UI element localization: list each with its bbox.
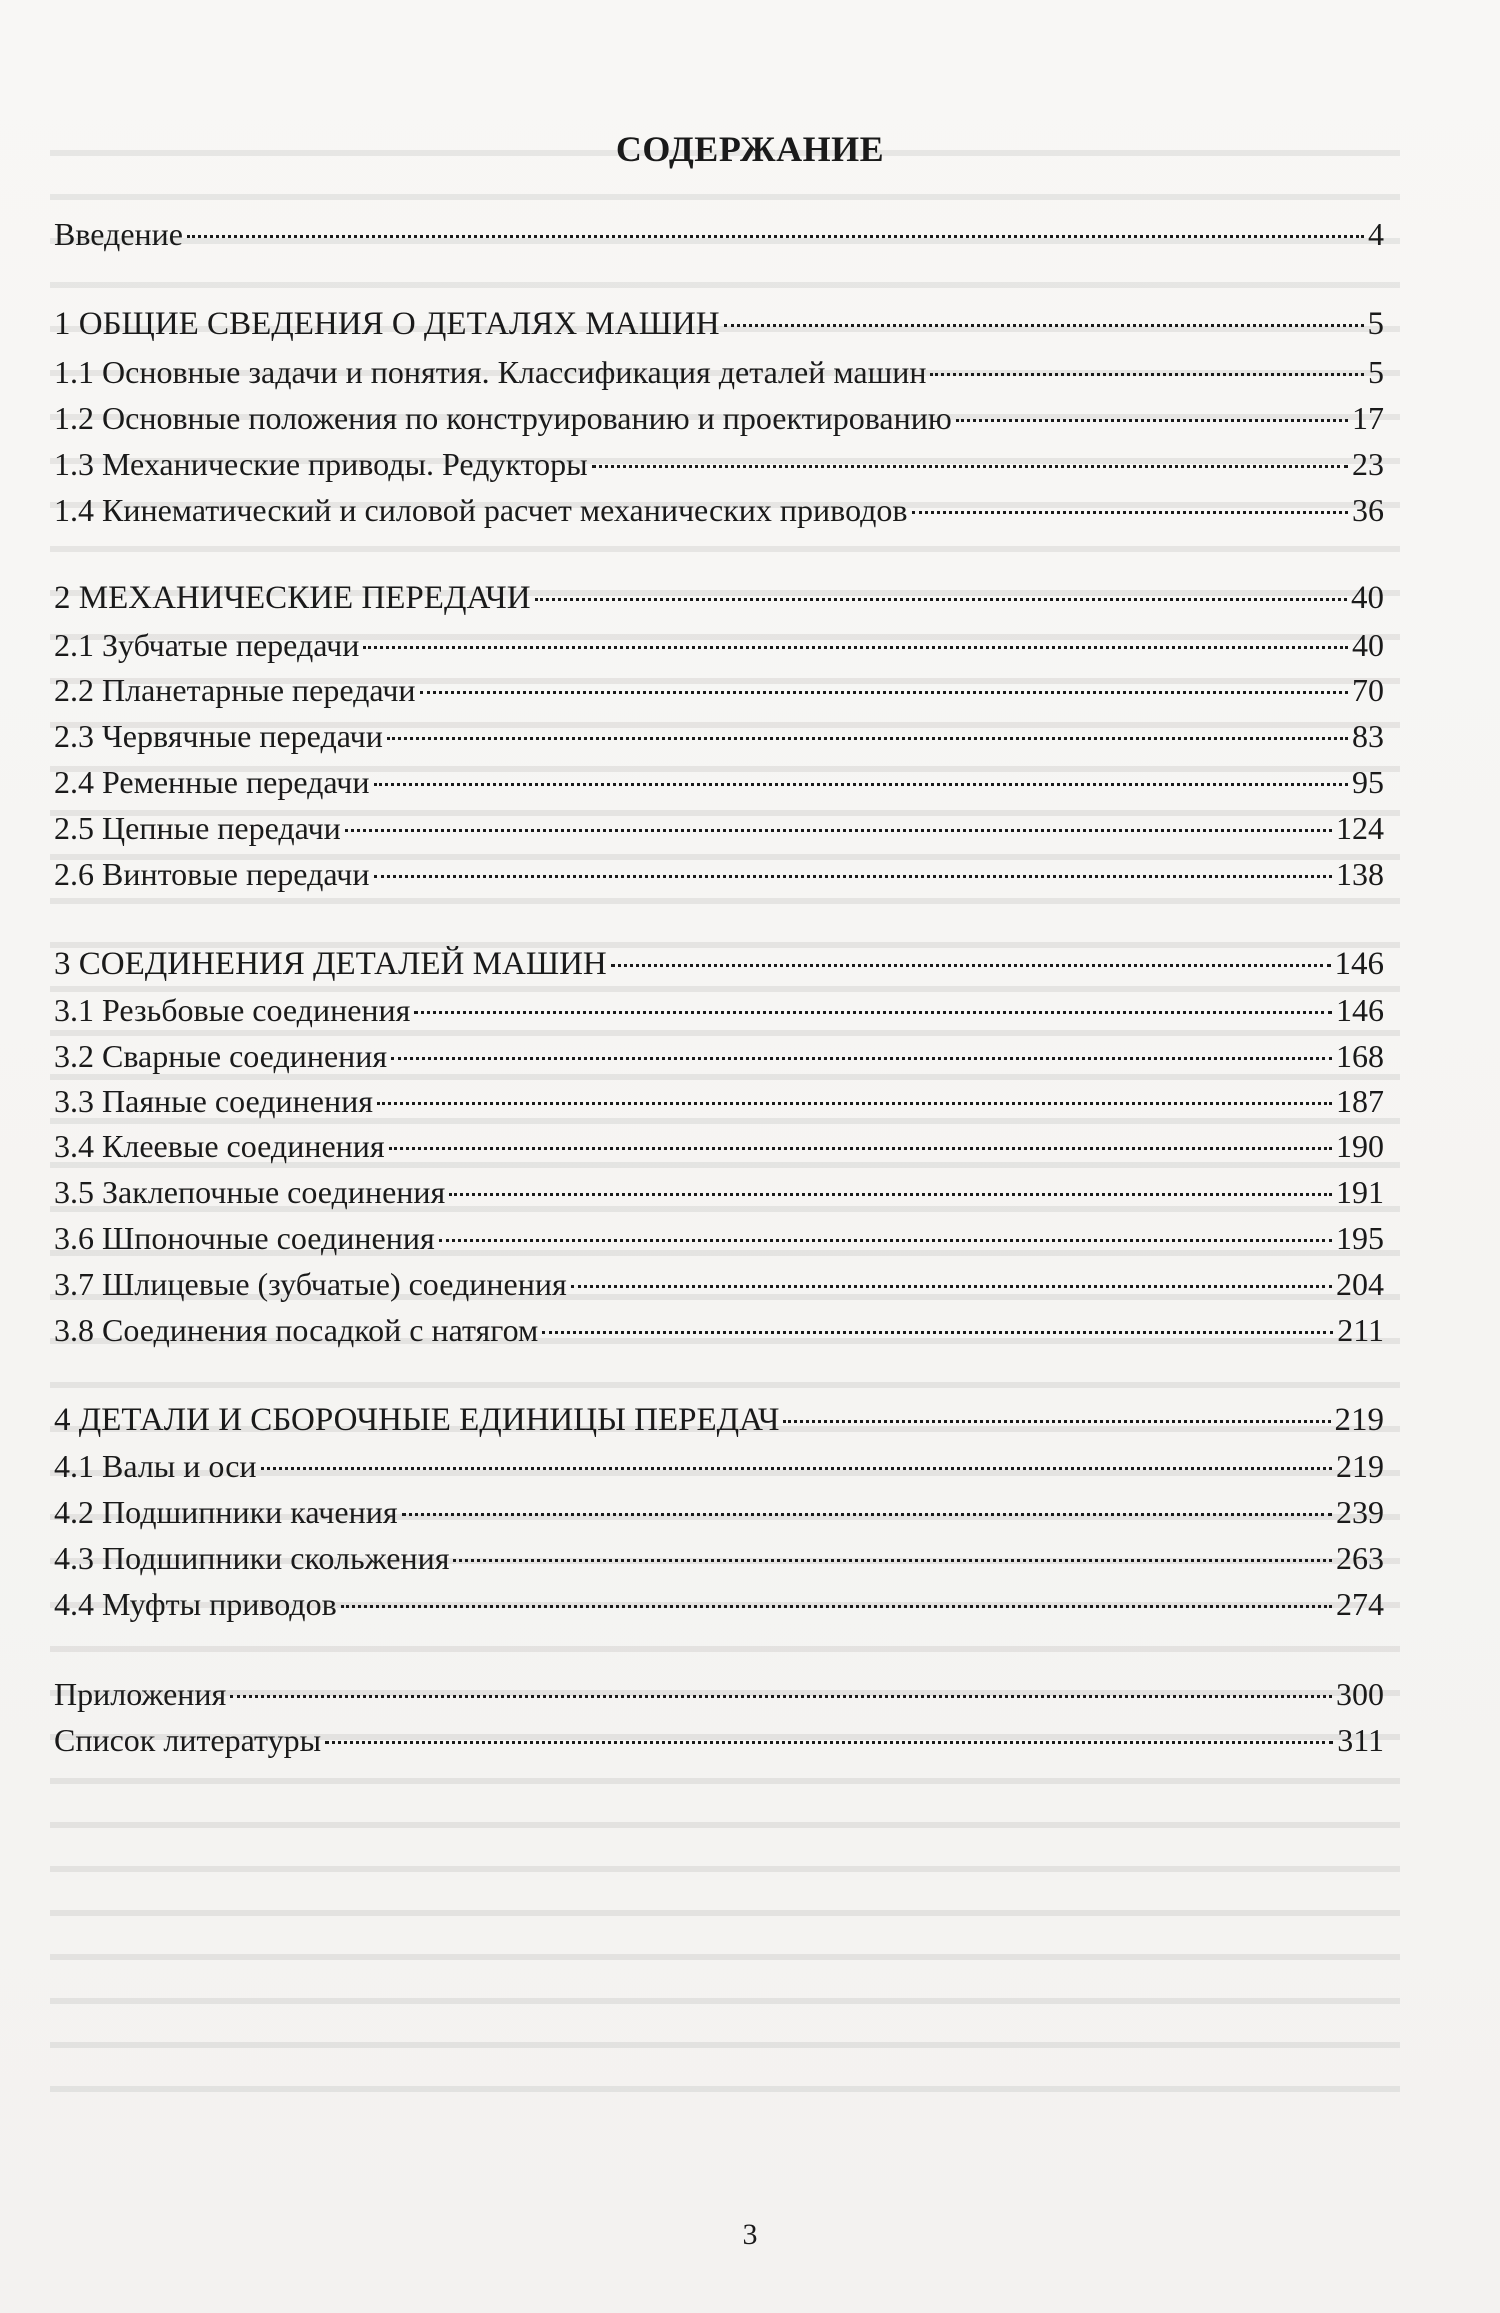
- toc-entry-label: 4.3 Подшипники скольжения: [54, 1540, 450, 1576]
- toc-entry[interactable]: [54, 990, 1384, 1030]
- toc-entry-label: 1.4 Кинематический и силовой расчет механических приводов: [54, 492, 908, 528]
- toc-entry[interactable]: [54, 1584, 1384, 1624]
- toc-entry-page: 70: [1352, 672, 1384, 708]
- toc-entry-page: 36: [1352, 492, 1384, 528]
- toc-entry-page: 40: [1351, 580, 1384, 616]
- toc-entry-page: 274: [1336, 1586, 1384, 1622]
- toc-entry-page: 191: [1336, 1174, 1384, 1210]
- toc-entry-label: 2.4 Ременные передачи: [54, 764, 370, 800]
- page-number: 3: [742, 2218, 758, 2251]
- dot-leader: [389, 1147, 1332, 1150]
- toc-entry[interactable]: [54, 398, 1384, 438]
- toc-entry-label: 4.2 Подшипники качения: [54, 1494, 398, 1530]
- toc-entry-label: 1.1 Основные задачи и понятия. Классификация деталей машин: [54, 354, 927, 390]
- dot-leader: [535, 598, 1347, 601]
- toc-entry-page: 239: [1336, 1494, 1384, 1530]
- toc-entry-page: 146: [1336, 992, 1384, 1028]
- toc-entry-page: 311: [1337, 1722, 1384, 1758]
- toc-entry-label: 4 ДЕТАЛИ И СБОРОЧНЫЕ ЕДИНИЦЫ ПЕРЕДАЧ: [54, 1402, 780, 1438]
- toc-entry-label: 3.2 Сварные соединения: [54, 1038, 388, 1074]
- toc-entry-label: 3.8 Соединения посадкой с натягом: [54, 1312, 539, 1348]
- toc-entry-page: 40: [1352, 627, 1384, 663]
- dot-leader: [449, 1193, 1332, 1196]
- toc-entry[interactable]: [54, 1674, 1384, 1714]
- toc-entry-label: 2.5 Цепные передачи: [54, 810, 341, 846]
- toc-entry-label: 2 МЕХАНИЧЕСКИЕ ПЕРЕДАЧИ: [54, 580, 531, 616]
- dot-leader: [402, 1513, 1332, 1516]
- toc-entry-page: 168: [1336, 1038, 1384, 1074]
- dot-leader: [542, 1331, 1333, 1334]
- toc-entry-page: 190: [1336, 1128, 1384, 1164]
- dot-leader: [414, 1011, 1332, 1014]
- toc-entry-page: 138: [1336, 856, 1384, 892]
- toc-entry[interactable]: [54, 944, 1384, 984]
- dot-leader: [571, 1285, 1332, 1288]
- dot-leader: [453, 1559, 1332, 1562]
- dot-leader: [230, 1695, 1332, 1698]
- dot-leader: [439, 1239, 1332, 1242]
- toc-entry[interactable]: [54, 1492, 1384, 1532]
- page-title: СОДЕРЖАНИЕ: [615, 129, 885, 169]
- dot-leader: [387, 737, 1348, 740]
- toc-entry[interactable]: [54, 490, 1384, 530]
- toc-entry-label: 3.5 Заклепочные соединения: [54, 1174, 446, 1210]
- toc-entry[interactable]: [54, 444, 1384, 484]
- dot-leader: [261, 1467, 1332, 1470]
- toc-entry[interactable]: [54, 1126, 1384, 1166]
- dot-leader: [592, 465, 1348, 468]
- toc-entry[interactable]: [54, 1720, 1384, 1760]
- toc-entry-label: 3.4 Клеевые соединения: [54, 1128, 385, 1164]
- dot-leader: [930, 373, 1364, 376]
- toc-entry[interactable]: [54, 578, 1384, 618]
- dot-leader: [374, 783, 1348, 786]
- toc-entry-label: 1.2 Основные положения по конструированию и проектированию: [54, 400, 952, 436]
- toc-entry[interactable]: [54, 808, 1384, 848]
- dot-leader: [345, 829, 1332, 832]
- dot-leader: [783, 1420, 1330, 1423]
- toc-entry-label: Приложения: [54, 1676, 227, 1712]
- dot-leader: [391, 1057, 1332, 1060]
- toc-entry-page: 5: [1367, 306, 1384, 342]
- toc-entry[interactable]: [54, 1310, 1384, 1350]
- dot-leader: [420, 691, 1348, 694]
- toc-entry-page: 17: [1352, 400, 1384, 436]
- toc-entry-page: 124: [1336, 810, 1384, 846]
- toc-entry-label: 3.7 Шлицевые (зубчатые) соединения: [54, 1266, 567, 1302]
- dot-leader: [374, 875, 1333, 878]
- toc-entry-label: 2.6 Винтовые передачи: [54, 856, 370, 892]
- toc-entry[interactable]: [54, 716, 1384, 756]
- toc-entry[interactable]: [54, 1400, 1384, 1440]
- toc-entry-page: 23: [1352, 446, 1384, 482]
- toc-entry-label: Список литературы: [54, 1722, 322, 1758]
- toc-entry-page: 187: [1336, 1083, 1384, 1119]
- dot-leader: [912, 511, 1348, 514]
- toc-entry-page: 5: [1368, 354, 1384, 390]
- toc-entry[interactable]: [54, 670, 1384, 710]
- dot-leader: [325, 1741, 1333, 1744]
- toc-entry-label: 1.3 Механические приводы. Редукторы: [54, 446, 588, 482]
- toc-entry[interactable]: [54, 352, 1384, 392]
- toc-entry[interactable]: [54, 1172, 1384, 1212]
- dot-leader: [377, 1102, 1332, 1105]
- toc-entry-label: 3 СОЕДИНЕНИЯ ДЕТАЛЕЙ МАШИН: [54, 946, 607, 982]
- toc-entry[interactable]: [54, 1036, 1384, 1076]
- toc-entry-label: 3.1 Резьбовые соединения: [54, 992, 411, 1028]
- toc-entry-label: 4.1 Валы и оси: [54, 1448, 257, 1484]
- toc-entry[interactable]: [54, 1264, 1384, 1304]
- toc-entry-page: 219: [1334, 1402, 1384, 1438]
- toc-entry-page: 263: [1336, 1540, 1384, 1576]
- dot-leader: [341, 1605, 1332, 1608]
- toc-entry[interactable]: [54, 1218, 1384, 1258]
- toc-entry-label: 4.4 Муфты приводов: [54, 1586, 337, 1622]
- toc-entry-page: 204: [1336, 1266, 1384, 1302]
- toc-entry-label: 3.3 Паяные соединения: [54, 1083, 373, 1119]
- dot-leader: [611, 964, 1331, 967]
- toc-entry-label: 2.3 Червячные передачи: [54, 718, 383, 754]
- toc-entry-page: 195: [1336, 1220, 1384, 1256]
- dot-leader: [187, 235, 1364, 238]
- toc-entry-label: 2.2 Планетарные передачи: [54, 672, 416, 708]
- toc-entry-label: 1 ОБЩИЕ СВЕДЕНИЯ О ДЕТАЛЯХ МАШИН: [54, 306, 720, 342]
- toc-entry-page: 211: [1337, 1312, 1384, 1348]
- dot-leader: [956, 419, 1348, 422]
- toc-entry[interactable]: [54, 854, 1384, 894]
- toc-entry[interactable]: [54, 1538, 1384, 1578]
- toc-entry[interactable]: [54, 214, 1384, 254]
- toc-entry[interactable]: [54, 1081, 1384, 1121]
- toc-entry-page: 300: [1336, 1676, 1384, 1712]
- toc-entry-page: 146: [1334, 946, 1384, 982]
- toc-entry-label: Введение: [54, 216, 183, 252]
- toc-entry-label: 2.1 Зубчатые передачи: [54, 627, 360, 663]
- toc-entry[interactable]: [54, 625, 1384, 665]
- toc-entry-page: 219: [1336, 1448, 1384, 1484]
- toc-entry[interactable]: [54, 304, 1384, 344]
- toc-entry[interactable]: [54, 1446, 1384, 1486]
- toc-entry[interactable]: [54, 762, 1384, 802]
- dot-leader: [724, 324, 1364, 327]
- dot-leader: [363, 646, 1348, 649]
- toc-entry-page: 95: [1352, 764, 1384, 800]
- toc-entry-page: 4: [1368, 216, 1384, 252]
- toc-entry-page: 83: [1352, 718, 1384, 754]
- toc-entry-label: 3.6 Шпоночные соединения: [54, 1220, 435, 1256]
